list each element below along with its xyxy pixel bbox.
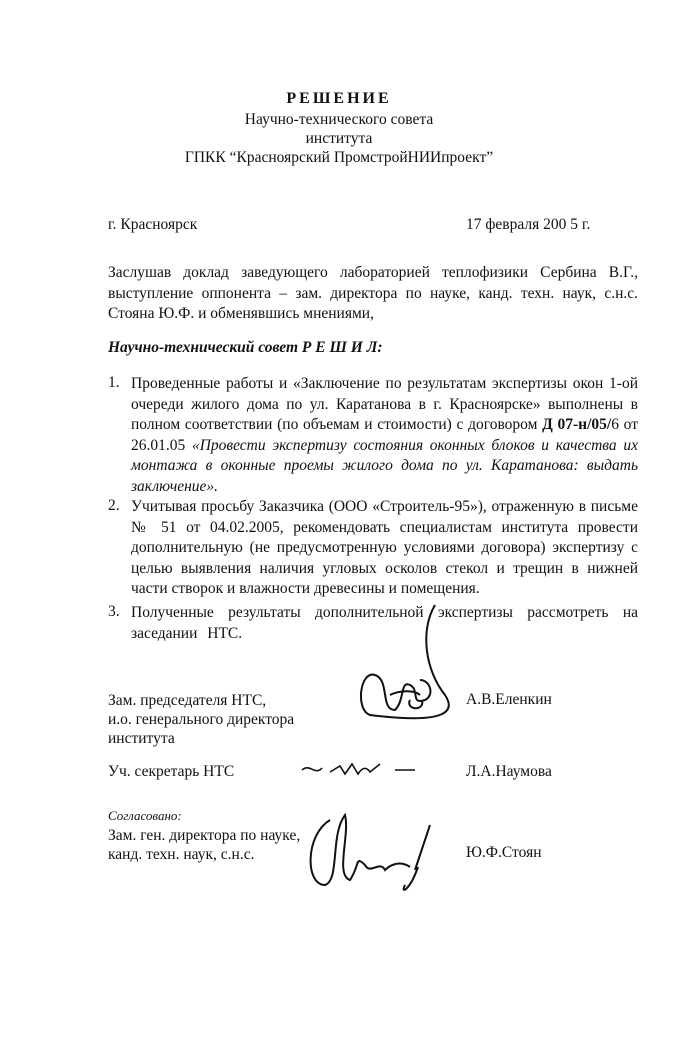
handwritten-signature-1 (350, 600, 470, 730)
role-line: и.о. генерального директора (108, 711, 295, 728)
handwritten-signature-2 (300, 758, 420, 783)
approved-label: Согласовано: (108, 808, 182, 823)
item-text: Учитывая просьбу Заказчика (ООО «Строитель-95»), отраженную в письме № 51 от 04.02.2005, рекомендовать специалистам института провести дополнительную (не предусмотренную условиями договора) экспертизу с целью выявления наличия угловых осколов стекол и трещин в нижней части створок и влажности древесины и помещения. (131, 498, 638, 597)
role-line: Зам. председателя НТС, (108, 692, 267, 709)
decision-item-2 (108, 497, 638, 600)
document-title (0, 90, 678, 108)
item-text: Проведенные работы и «Заключение по результатам экспертизы окон 1-ой очереди жилого дома по ул. Каратанова в г. Красноярске» выполнены в полном соответствии (по объемам и стоимости) с договором (131, 375, 638, 433)
signature-2-name: Л.А.Наумова (466, 763, 552, 780)
signature-3-name: Ю.Ф.Стоян (466, 844, 542, 861)
contract-number: Д 07-н/05/ (542, 416, 612, 433)
item-number: 1. (108, 374, 120, 391)
title-text: РЕШЕНИЕ (286, 90, 392, 107)
role-line: Зам. ген. директора по науке, (108, 827, 301, 844)
intro-paragraph: Заслушав доклад заведующего лабораторией теплофизики Сербина В.Г., выступление оппонента – зам. директора по науке, канд. техн. наук, с.н.с. Стояна Ю.Ф. и обменявшись мнениями, (108, 264, 638, 322)
place: г. Красноярск (108, 216, 198, 233)
signature-1-name: А.В.Еленкин (466, 691, 552, 708)
signature-1-role (108, 691, 294, 748)
signature-3-role (108, 826, 300, 864)
decision-heading: Научно-технический совет Р Е Ш И Л: (108, 339, 383, 356)
header-line-1: Научно-технического совета (244, 111, 434, 128)
contract-subject: «Провести экспертизу состояния оконных блоков и качества их монтажа в оконные проемы жилого дома по ул. Каратанова: выдать заключение». (131, 436, 638, 495)
item-text: Полученные результаты дополнительной экспертизы рассмотреть на заседании НТС. (131, 604, 638, 642)
role-line: института (108, 730, 175, 747)
item-text-cont: 6 от 26.01.05 (131, 416, 638, 454)
handwritten-signature-3 (300, 805, 450, 900)
item-number: 3. (108, 603, 120, 620)
decision-item-1 (108, 374, 638, 497)
date: 17 февраля 200 5 г. (466, 216, 591, 233)
role-line: канд. техн. наук, с.н.с. (108, 846, 255, 863)
header-line-3: ГПКК “Красноярский ПромстройНИИпроект” (184, 149, 494, 166)
header-line-2: института (305, 130, 373, 147)
signature-2-role: Уч. секретарь НТС (108, 763, 235, 780)
item-number: 2. (108, 497, 120, 514)
